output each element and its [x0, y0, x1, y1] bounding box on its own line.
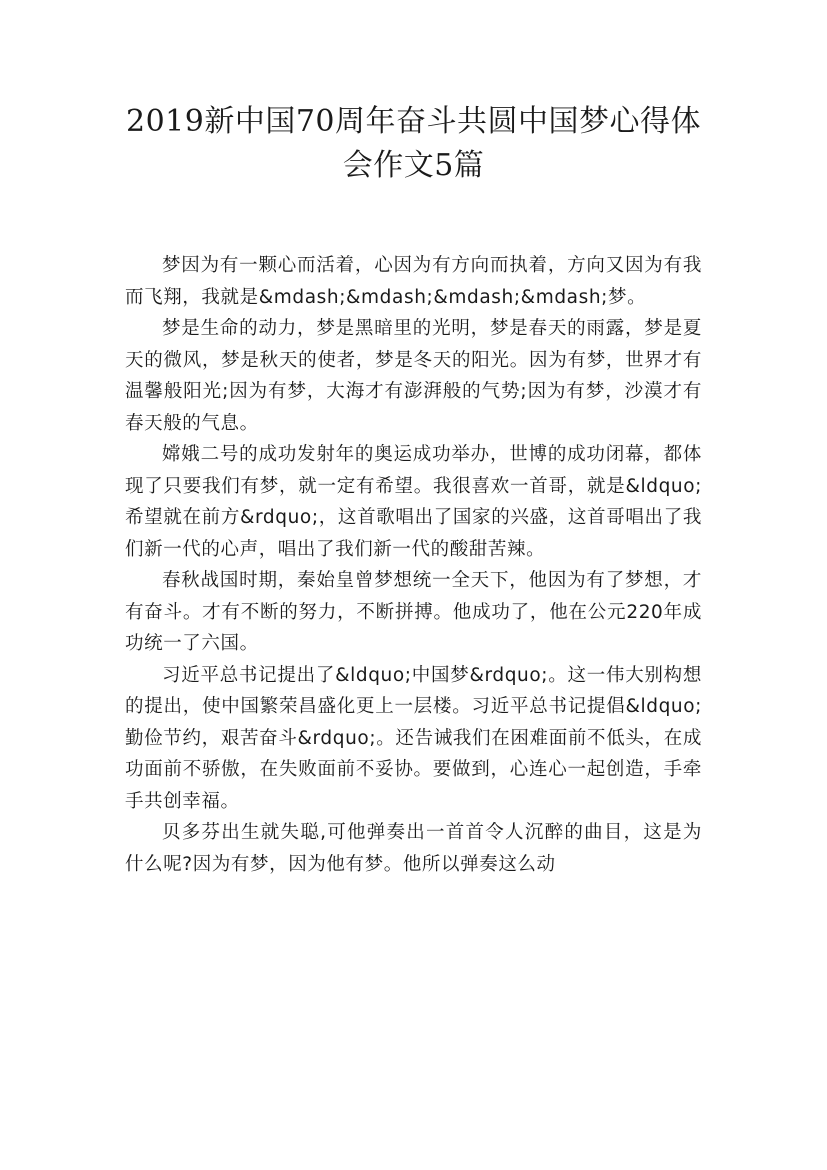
paragraph: 习近平总书记提出了&ldquo;中国梦&rdquo;。这一伟大别构想的提出，使中国繁荣昌盛化更上一层楼。习近平总书记提倡&ldquo;勤俭节约，艰苦奋斗&rdquo;。还告诫我们在困难面前不低头，在成功面前不骄傲，在失败面前不妥协。要做到，心连心一起创造，手牵手共创幸福。: [125, 664, 702, 812]
paragraph: 嫦娥二号的成功发射年的奥运成功举办，世博的成功闭幕，都体现了只要我们有梦，就一定有希望。我很喜欢一首哥，就是&ldquo;希望就在前方&rdquo;，这首歌唱出了国家的兴盛，这首哥唱出了我们新一代的心声，唱出了我们新一代的酸甜苦辣。: [125, 444, 702, 560]
paragraph: 梦因为有一颗心而活着，心因为有方向而执着，方向又因为有我而飞翔，我就是&mdash;&mdash;&mdash;&mdash;梦。: [125, 255, 702, 308]
title-line-2: 会作文5篇: [342, 148, 485, 183]
paragraph: 梦是生命的动力，梦是黑暗里的光明，梦是春天的雨露，梦是夏天的微风，梦是秋天的使者，梦是冬天的阳光。因为有梦，世界才有温馨般阳光;因为有梦，大海才有澎湃般的气势;因为有梦，沙漠才有春天般的气息。: [125, 318, 702, 434]
paragraph: 春秋战国时期，秦始皇曾梦想统一全天下，他因为有了梦想，才有奋斗。才有不断的努力，不断拼搏。他成功了，他在公元220年成功统一了六国。: [125, 570, 702, 654]
title-line-1: 2019新中国70周年奋斗共圆中国梦心得体: [125, 104, 702, 139]
paragraph: 贝多芬出生就失聪,可他弹奏出一首首令人沉醉的曲目，这是为什么呢?因为有梦，因为他有梦。他所以弹奏这么动: [125, 822, 702, 875]
document-body: [125, 250, 702, 880]
document-title: [125, 100, 702, 188]
